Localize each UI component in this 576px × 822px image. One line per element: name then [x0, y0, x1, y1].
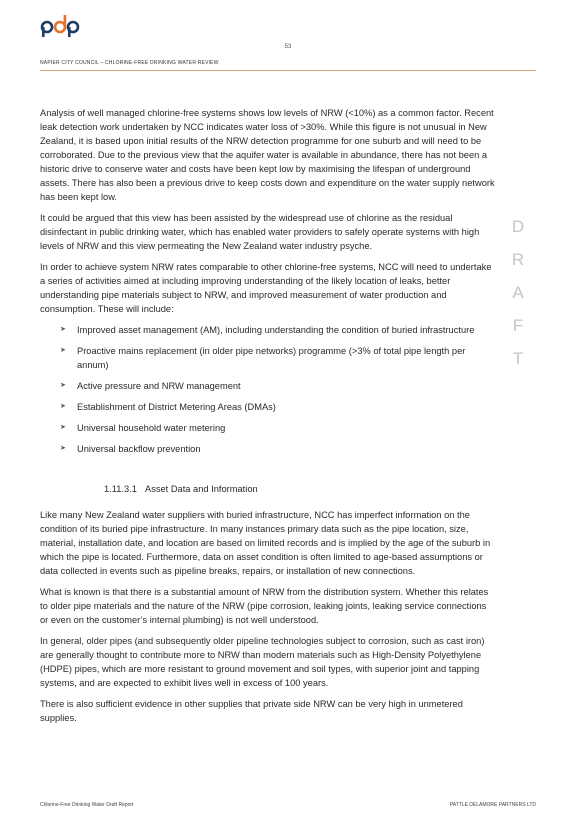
pdp-logo-mark: [40, 14, 80, 38]
list-item-text: Proactive mains replacement (in older pipe networks) programme (>3% of total pipe length per annum): [77, 346, 466, 370]
bullet-arrow-icon: ➤: [60, 382, 66, 389]
list-item-text: Universal household water metering: [77, 423, 226, 433]
bullet-arrow-icon: ➤: [60, 445, 66, 452]
body-paragraph: In general, older pipes (and subsequently older pipeline technologies subject to corrosion, such as cast iron) are generally thought to contribute more to NRW than modern materials such as High-Density Polyethylene (HDPE) pipes, which are more resistant to ground movement and soil types, with superior joint and tapping systems, and are expected to exhibit lives well in excess of 100 years.: [40, 636, 485, 688]
list-item: [40, 400, 496, 414]
bullet-arrow-icon: ➤: [60, 347, 66, 354]
section-number: 1.11.3.1: [104, 484, 137, 494]
watermark-letter: T: [512, 349, 524, 368]
list-item: [40, 379, 496, 393]
bullet-arrow-icon: ➤: [60, 403, 66, 410]
list-item-text: Improved asset management (AM), including understanding the condition of buried infrastructure: [77, 325, 475, 335]
footer-report-title: Chlorine-Free Drinking Water Draft Report: [40, 802, 134, 808]
list-item: [40, 323, 496, 337]
list-item-text: Universal backflow prevention: [77, 444, 201, 454]
bullet-arrow-icon: ➤: [60, 326, 66, 333]
activity-list: [40, 323, 496, 456]
body-paragraph: It could be argued that this view has been assisted by the widespread use of chlorine as the residual disinfectant in public drinking water, which has enabled water providers to safely operate systems with high levels of NRW and this view permeating the New Zealand water industry psyche.: [40, 213, 480, 251]
watermark-letter: F: [512, 316, 524, 335]
watermark-letter: A: [512, 283, 524, 302]
list-item-text: Establishment of District Metering Areas (DMAs): [77, 402, 276, 412]
document-header-title: NAPIER CITY COUNCIL – CHLORINE-FREE DRINKING WATER REVIEW: [40, 60, 219, 66]
document-body: [40, 106, 496, 732]
list-item: [40, 344, 496, 372]
bullet-arrow-icon: ➤: [60, 424, 66, 431]
body-paragraph: Like many New Zealand water suppliers with buried infrastructure, NCC has imperfect information on the condition of its buried pipe infrastructure. In many instances primary data such as the pipe location, size, material, installation date, and location are based on limited records and is implied by the age of the suburb in which the pipe is located. Furthermore, data on asset condition is often limited to age-based assumptions or data collected in events such as pipeline breaks, repairs, or installation of new connections.: [40, 510, 491, 576]
body-paragraph: What is known is that there is a substantial amount of NRW from the distribution system. Whether this relates to older pipe materials and the nature of the NRW (pipe corrosion, leaking joints, leaking service connections or even on the customer’s internal plumbing) is not well understood.: [40, 587, 489, 625]
footer-company-name: PATTLE DELAMORE PARTNERS LTD: [449, 802, 536, 808]
list-item: [40, 421, 496, 435]
section-heading: [104, 482, 496, 496]
draft-watermark: [508, 210, 528, 375]
body-paragraph: In order to achieve system NRW rates comparable to other chlorine-free systems, NCC will need to undertake a series of activities aimed at including improving understanding of the likely location of leaks, better understanding pipe materials subject to NRW, and improved measurement of water production and consumption. These will include:: [40, 262, 492, 314]
list-item: [40, 442, 496, 456]
list-item-text: Active pressure and NRW management: [77, 381, 241, 391]
pdp-logo: [40, 14, 80, 38]
watermark-letter: R: [511, 250, 525, 269]
section-title: Asset Data and Information: [145, 484, 258, 494]
body-paragraph: There is also sufficient evidence in other supplies that private side NRW can be very high in unmetered supplies.: [40, 699, 463, 723]
page-number: 53: [284, 44, 292, 50]
header-divider: [40, 70, 536, 71]
body-paragraph: Analysis of well managed chlorine-free systems shows low levels of NRW (<10%) as a common factor. Recent leak detection work undertaken by NCC indicates water loss of >30%. While this figure is not unusual in New Zealand, it is based upon initial results of the NRW detection programme for one suburb and will need to be corroborated. Due to the previous view that the aquifer water is available in abundance, there has not been a historic drive to conserve water and costs have been kept low by maximising the lifespan of underground assets. There has also been a previous drive to keep costs down and expenditure on the water supply network has been kept low.: [40, 108, 495, 202]
watermark-letter: D: [511, 217, 525, 236]
